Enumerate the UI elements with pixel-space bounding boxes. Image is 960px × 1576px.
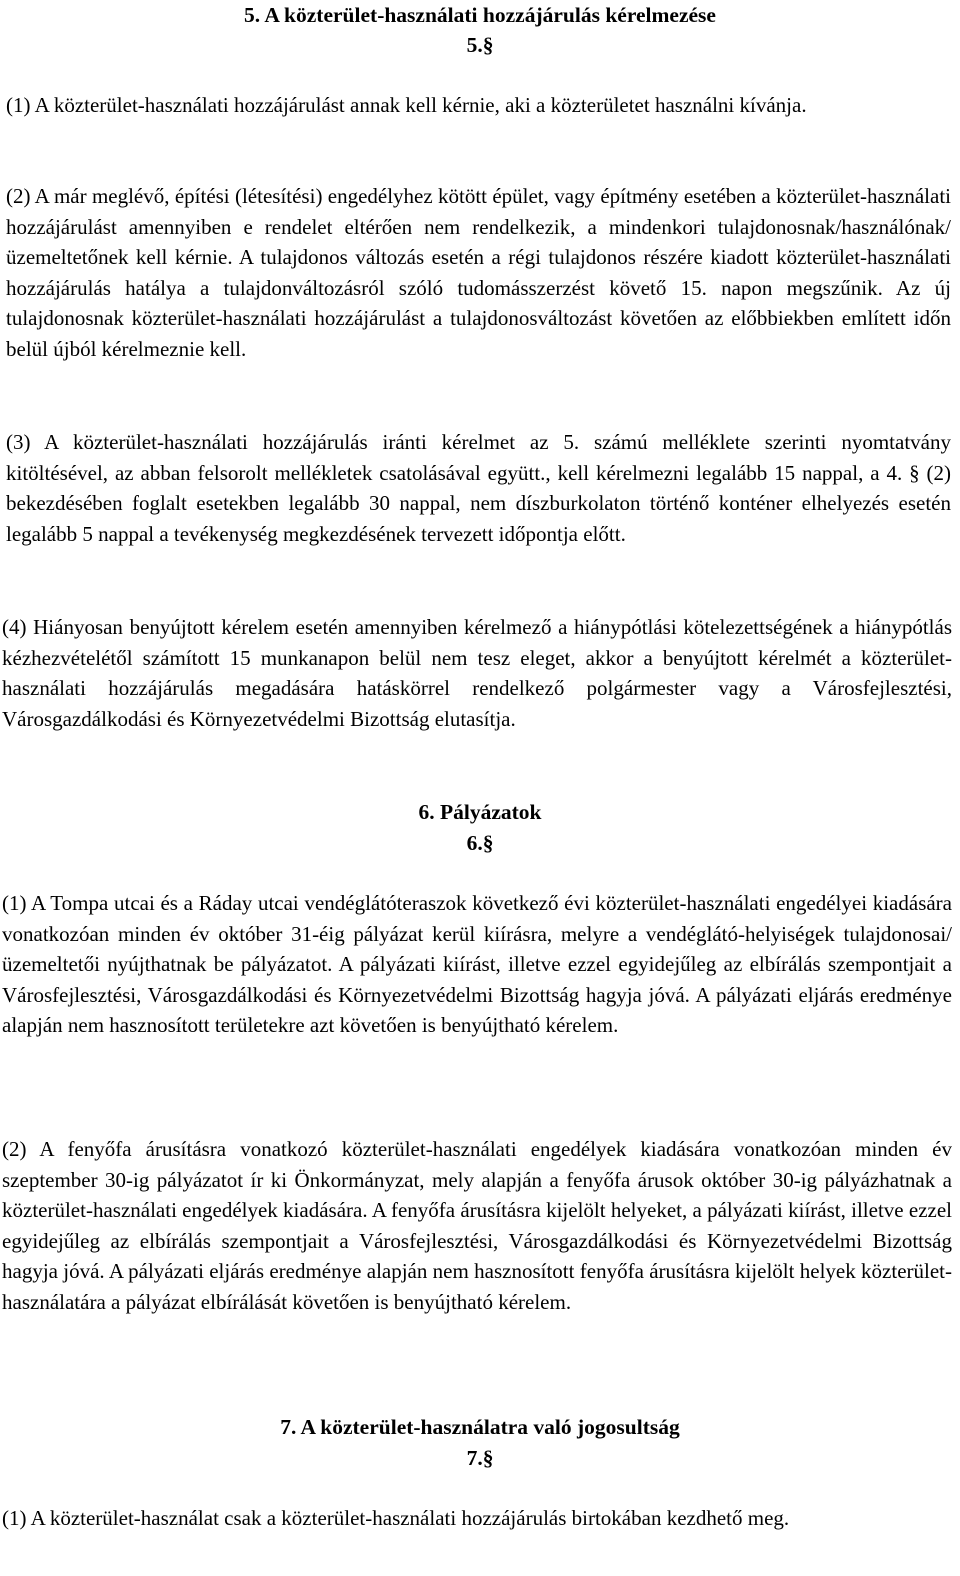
section-5-paragraph-4: (4) Hiányosan benyújtott kérelem esetén amennyiben kérelmező a hiánypótlási kötelezettségének a hiánypótlás kézhezvételétől számított 15 munkanapon belül nem tesz eleget, akkor a benyújtott kérelmét a közterület-használati hozzájárulás megadására hatáskörrel rendelkező polgármester vagy a Városfejlesztési, Városgazdálkodási és Környezetvédelmi Bizottság elutasítja. xyxy=(2,615,952,731)
section-6-heading: 6. Pályázatok xyxy=(418,800,542,824)
section-7-heading: 7. A közterület-használatra való jogosultság xyxy=(280,1415,680,1439)
section-5-heading: 5. A közterület-használati hozzájárulás kérelmezése xyxy=(244,3,716,27)
section-7-paragraph-1: (1) A közterület-használat csak a közterület-használati hozzájárulás birtokában kezdhető meg. xyxy=(2,1506,790,1530)
section-7-paragraph-sign: 7.§ xyxy=(466,1446,494,1470)
section-6-paragraph-2: (2) A fenyőfa árusításra vonatkozó közterület-használati engedélyek kiadására vonatkozóan minden év szeptember 30-ig pályázatot ír ki Önkormányzat, mely alapján a fenyőfa árusok október 30-ig pályázhatnak a közterület-használati engedélyek kiadására. A fenyőfa árusításra kijelölt helyeket, a pályázati kiírást, illetve ezzel egyidejűleg az elbírálás szempontjait a Városfejlesztési, Városgazdálkodási és Környezetvédelmi Bizottság hagyja jóvá. A pályázati eljárás eredménye alapján nem hasznosított fenyőfa árusításra kijelölt helyek közterület-használatára a pályázat elbírálását követően is benyújtható kérelem. xyxy=(2,1137,952,1314)
section-5-paragraph-2: (2) A már meglévő, építési (létesítési) engedélyhez kötött épület, vagy építmény esetében a közterület-használati hozzájárulást amennyiben e rendelet eltérően nem rendelkezik, a mindenkori tulajdonosnak/használónak/üzemeltetőnek kell kérnie. A tulajdonos változás esetén a régi tulajdonos részére kiadott közterület-használati hozzájárulás hatálya a tulajdonváltozásról szóló tudomásszerzést követő 15. napon megszűnik. Az új tulajdonosnak közterület-használati hozzájárulást a tulajdonosváltozást követően az előbbiekben említett időn belül újból kérelmeznie kell. xyxy=(6,184,951,361)
section-5-paragraph-sign: 5.§ xyxy=(466,33,494,57)
section-6-paragraph-sign: 6.§ xyxy=(466,831,494,855)
section-5-paragraph-1: (1) A közterület-használati hozzájárulást annak kell kérnie, aki a közterületet használni kívánja. xyxy=(6,93,807,117)
section-5-paragraph-3: (3) A közterület-használati hozzájárulás iránti kérelmet az 5. számú melléklete szerinti nyomtatvány kitöltésével, az abban felsorolt mellékletek csatolásával együtt., kell kérelmezni legalább 15 nappal, a 4. § (2) bekezdésében foglalt esetekben legalább 30 nappal, nem díszburkolaton történő konténer elhelyezés esetén legalább 5 nappal a tevékenység megkezdésének tervezett időpontja előtt. xyxy=(6,430,951,546)
section-6-paragraph-1: (1) A Tompa utcai és a Ráday utcai vendéglátóteraszok következő évi közterület-használati engedélyei kiadására vonatkozóan minden év október 31-éig pályázat kerül kiírásra, melyre a vendéglátó-helyiségek tulajdonosai/üzemeltetői nyújthatnak be pályázatot. A pályázati kiírást, illetve ezzel egyidejűleg az elbírálás szempontjait a Városfejlesztési, Városgazdálkodási és Környezetvédelmi Bizottság hagyja jóvá. A pályázati eljárás eredménye alapján nem hasznosított területekre azt követően is benyújtható kérelem. xyxy=(2,891,952,1038)
